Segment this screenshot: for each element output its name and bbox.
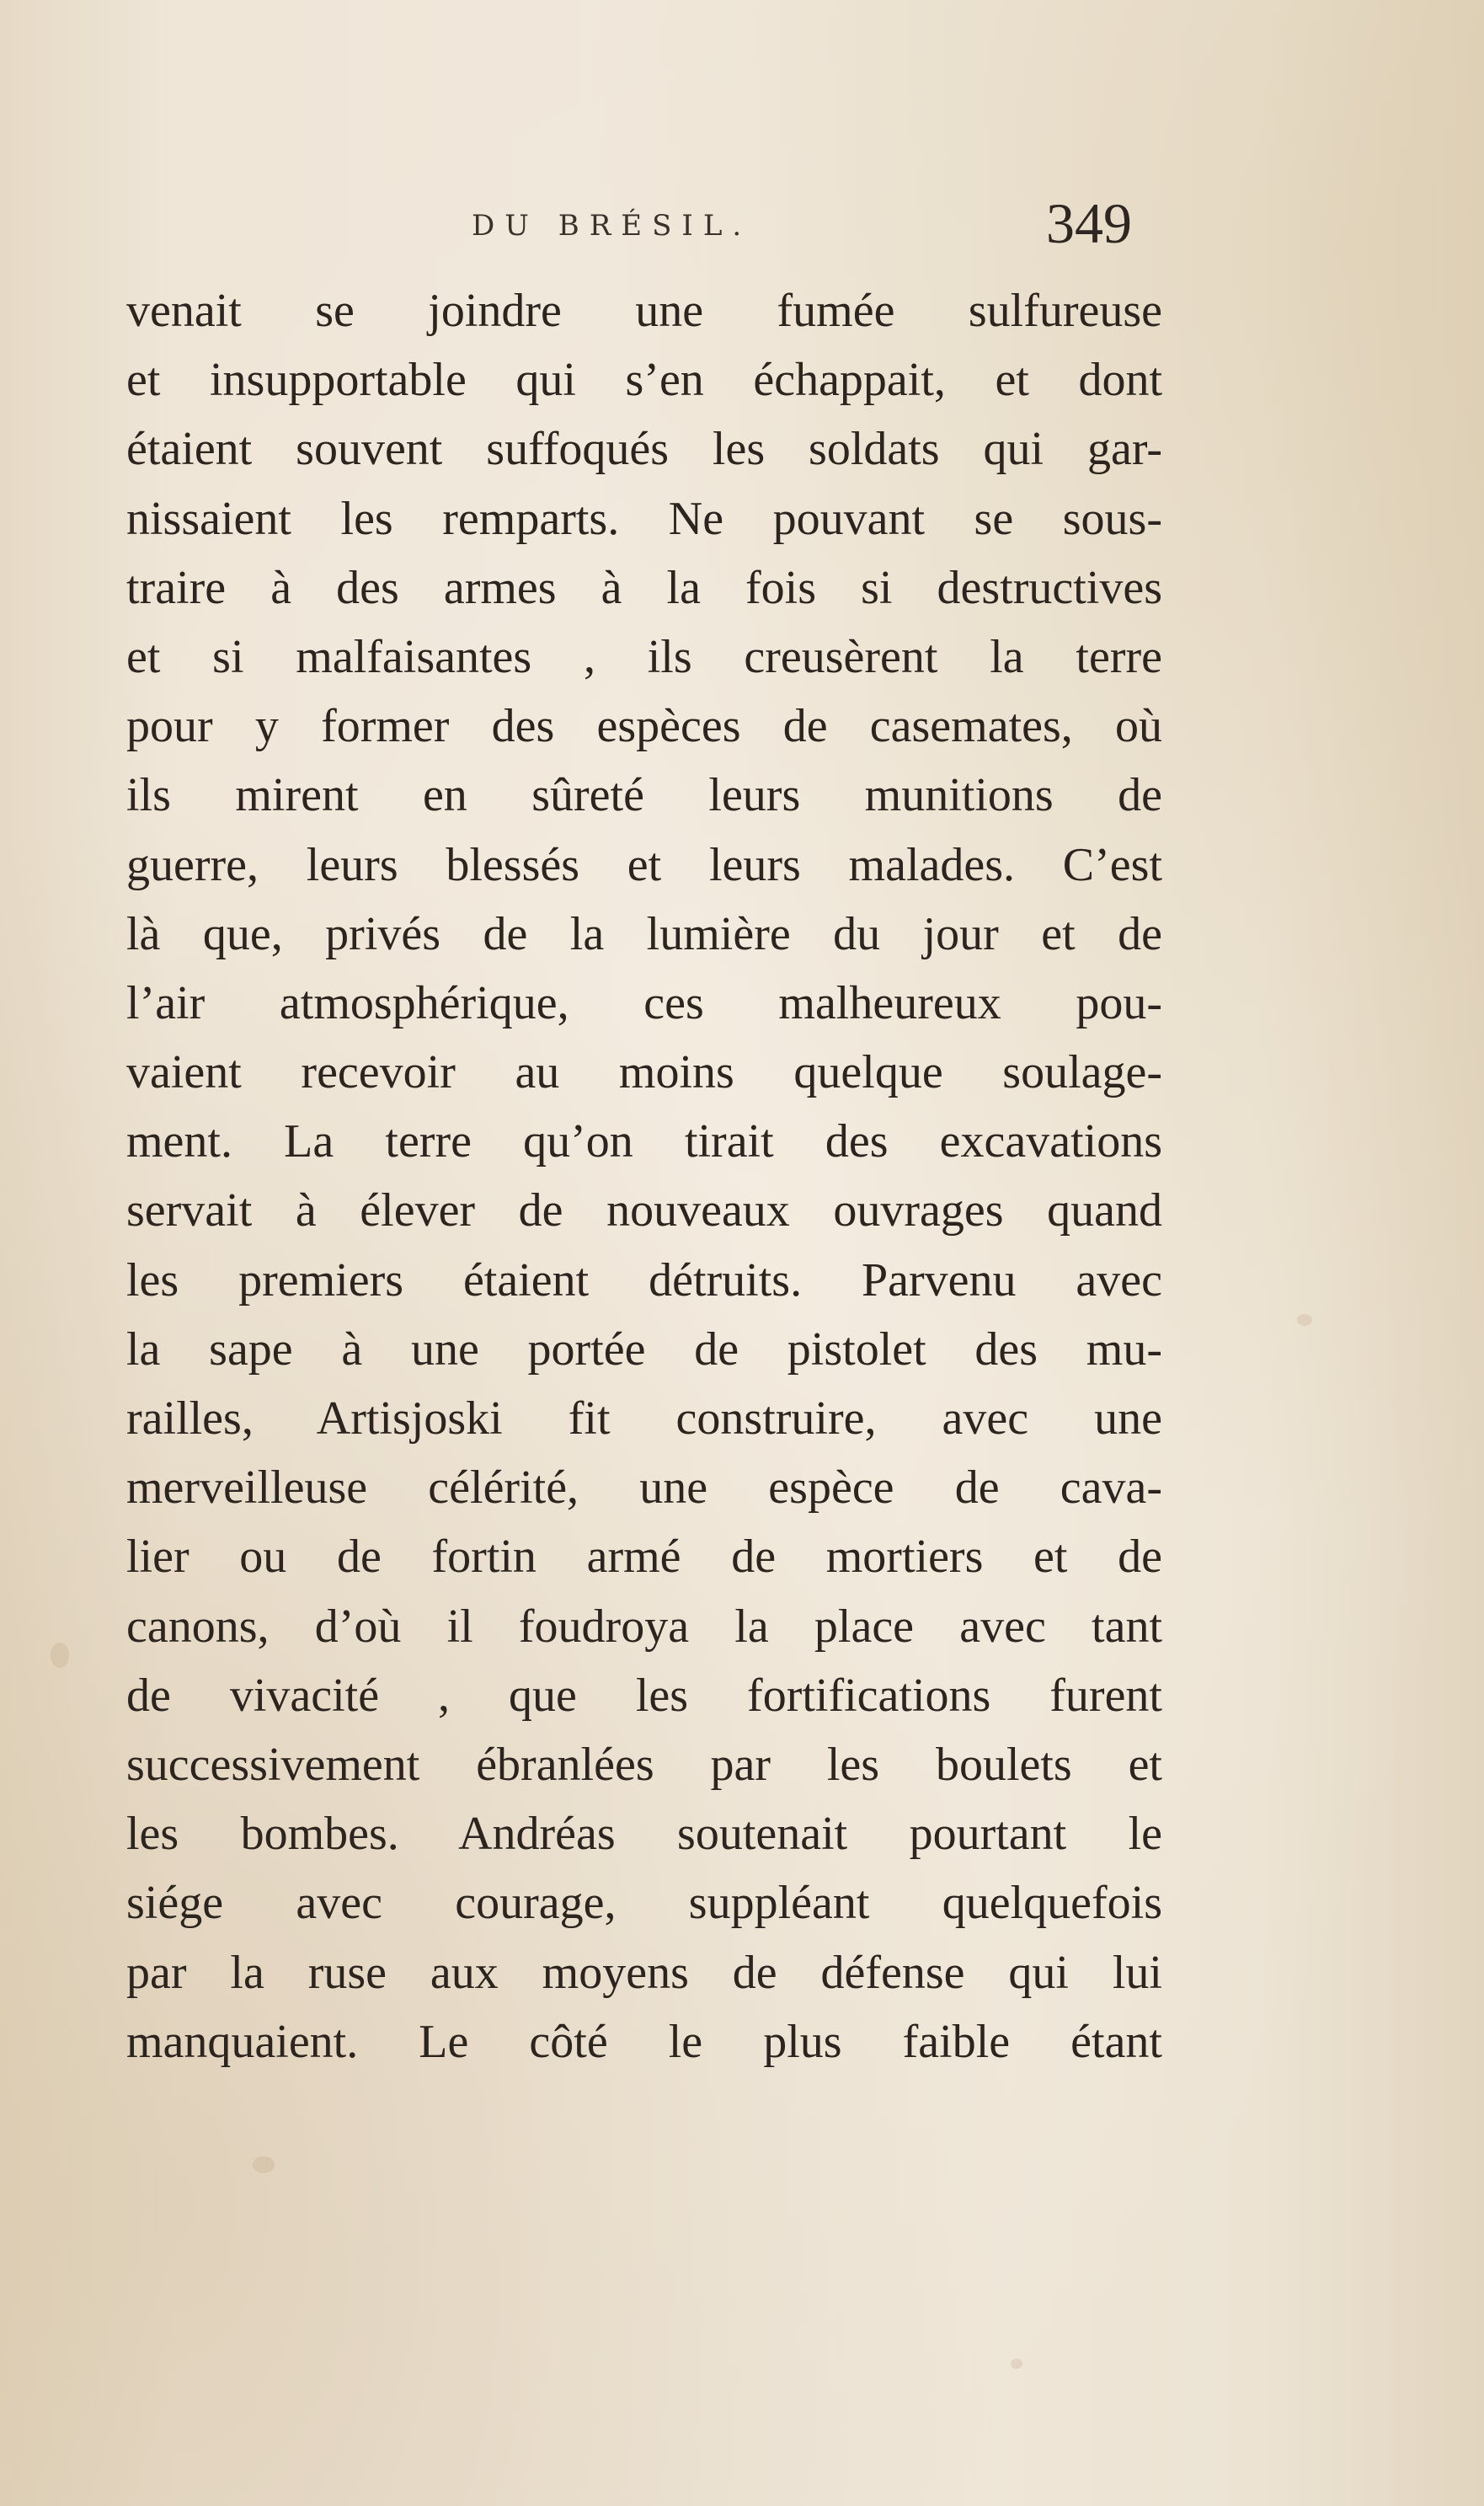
text-line: pour y former des espèces de casemates, où: [126, 700, 1162, 753]
text-line: servait à élever de nouveaux ouvrages quand: [126, 1184, 1162, 1237]
text-line: siége avec courage, suppléant quelquefois: [126, 1877, 1162, 1930]
text-line: ment. La terre qu’on tirait des excavations: [126, 1115, 1162, 1168]
foxing-spot: [51, 1643, 69, 1668]
text-line: les bombes. Andréas soutenait pourtant le: [126, 1808, 1162, 1861]
text-line: nissaient les remparts. Ne pouvant se sous-: [126, 492, 1162, 545]
text-line: étaient souvent suffoqués les soldats qui gar-: [126, 423, 1162, 476]
text-line: et si malfaisantes , ils creusèrent la terre: [126, 630, 1162, 683]
body-text: [126, 276, 1162, 2076]
text-line: successivement ébranlées par les boulets et: [126, 1738, 1162, 1791]
text-line: là que, privés de la lumière du jour et de: [126, 907, 1162, 960]
text-line: manquaient. Le côté le plus faible étant: [126, 2015, 1162, 2068]
text-line: lier ou de fortin armé de mortiers et de: [126, 1531, 1162, 1584]
foxing-spot: [1011, 2359, 1022, 2369]
page-number: 349: [1046, 191, 1132, 255]
foxing-spot: [253, 2156, 275, 2173]
text-line: guerre, leurs blessés et leurs malades. C’est: [126, 838, 1162, 891]
text-line: vaient recevoir au moins quelque soulage-: [126, 1046, 1162, 1099]
text-line: la sape à une portée de pistolet des mu-: [126, 1322, 1162, 1376]
text-line: venait se joindre une fumée sulfureuse: [126, 285, 1162, 337]
foxing-spot: [1297, 1314, 1312, 1326]
text-line: de vivacité , que les fortifications furent: [126, 1669, 1162, 1722]
text-line: traire à des armes à la fois si destructives: [126, 561, 1162, 614]
text-line: merveilleuse célérité, une espèce de cava-: [126, 1461, 1162, 1515]
running-title: DU BRÉSIL.: [472, 209, 752, 243]
text-line: par la ruse aux moyens de défense qui lui: [126, 1946, 1162, 1999]
text-line: l’air atmosphérique, ces malheureux pou-: [126, 976, 1162, 1029]
text-line: les premiers étaient détruits. Parvenu avec: [126, 1253, 1162, 1306]
text-line: et insupportable qui s’en échappait, et dont: [126, 354, 1162, 407]
running-head: [472, 190, 1145, 258]
text-line: canons, d’où il foudroya la place avec tant: [126, 1600, 1162, 1653]
text-line: railles, Artisjoski fit construire, avec une: [126, 1392, 1162, 1445]
text-line: ils mirent en sûreté leurs munitions de: [126, 769, 1162, 822]
